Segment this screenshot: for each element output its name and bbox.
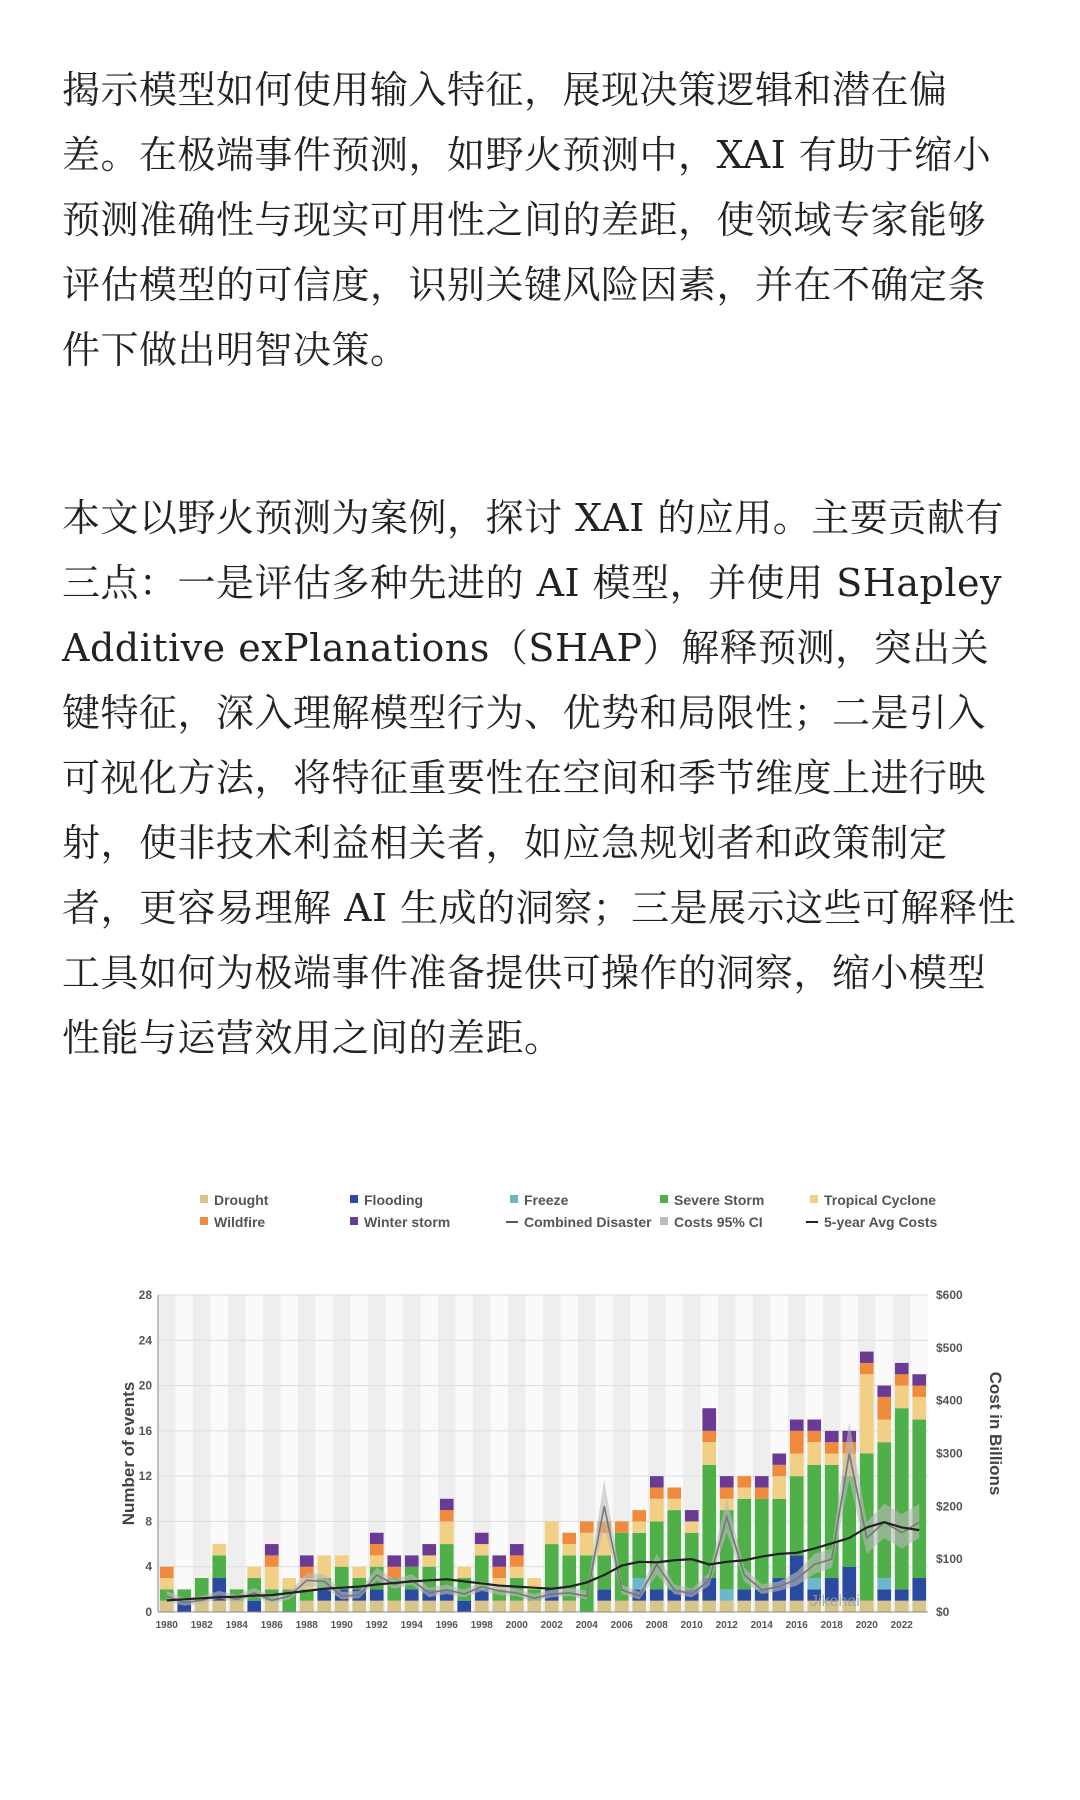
bar-segment	[702, 1408, 716, 1431]
bar-segment	[545, 1601, 559, 1612]
y-tick-label: 20	[138, 1378, 152, 1393]
bar-segment	[772, 1499, 786, 1578]
x-tick-label: 2016	[785, 1620, 808, 1631]
x-tick-label: 2004	[575, 1620, 598, 1631]
legend-label: Winter storm	[364, 1214, 451, 1230]
bar-segment	[877, 1601, 891, 1612]
bar-segment	[807, 1420, 821, 1431]
bar-segment	[720, 1476, 734, 1487]
bar-segment	[877, 1589, 891, 1600]
x-tick-label: 1994	[400, 1620, 423, 1631]
bar-segment	[650, 1487, 664, 1498]
legend-swatch	[350, 1217, 358, 1225]
bar-segment	[475, 1533, 489, 1544]
bar-segment	[475, 1601, 489, 1612]
bar-segment	[405, 1589, 419, 1600]
plot-stripe	[193, 1295, 211, 1612]
x-tick-label: 2014	[750, 1620, 773, 1631]
bar-segment	[790, 1476, 804, 1555]
bar-segment	[825, 1442, 839, 1453]
bar-segment	[265, 1544, 279, 1555]
bar-segment	[825, 1454, 839, 1465]
bar-segment	[632, 1521, 646, 1532]
bar-segment	[877, 1386, 891, 1397]
bar-segment	[457, 1567, 471, 1578]
legend-label: Combined Disaster	[524, 1214, 652, 1230]
bar-segment	[247, 1601, 261, 1612]
bar-segment	[300, 1555, 314, 1566]
bar-segment	[772, 1454, 786, 1465]
x-tick-label: 1982	[190, 1620, 213, 1631]
bar-segment	[492, 1567, 506, 1578]
bar-segment	[650, 1476, 664, 1487]
legend-label: Flooding	[364, 1192, 424, 1208]
bar-segment	[755, 1487, 769, 1498]
y2-axis-label: Cost in Billions	[986, 1371, 1005, 1496]
legend-label: Drought	[214, 1192, 269, 1208]
legend-swatch	[200, 1195, 208, 1203]
bar-segment	[667, 1601, 681, 1612]
legend-label: 5-year Avg Costs	[824, 1214, 938, 1230]
bar-segment	[545, 1544, 559, 1589]
bar-segment	[702, 1431, 716, 1442]
bar-segment	[212, 1544, 226, 1555]
bar-segment	[457, 1601, 471, 1612]
bar-segment	[370, 1533, 384, 1544]
legend-swatch	[510, 1195, 518, 1203]
x-tick-label: 2010	[680, 1620, 703, 1631]
bar-segment	[772, 1601, 786, 1612]
y-tick-label: 12	[138, 1469, 152, 1484]
bar-segment	[422, 1555, 436, 1566]
bar-segment	[702, 1442, 716, 1465]
bar-segment	[632, 1601, 646, 1612]
bar-segment	[352, 1601, 366, 1612]
article-paragraph-1: 揭示模型如何使用输入特征，展现决策逻辑和潜在偏差。在极端事件预测，如野火预测中，XAI 有助于缩小预测准确性与现实可用性之间的差距，使领域专家能够评估模型的可信度，识别关键风险因素，并在不确定条件下做出明智决策。	[62, 68, 992, 372]
bar-segment	[352, 1567, 366, 1578]
bar-segment	[720, 1589, 734, 1600]
y-tick-label: 28	[138, 1288, 152, 1302]
bar-segment	[790, 1420, 804, 1431]
bar-segment	[440, 1510, 454, 1521]
bar-segment	[895, 1386, 909, 1409]
bar-segment	[317, 1589, 331, 1600]
bar-segment	[422, 1544, 436, 1555]
x-tick-label: 2000	[505, 1620, 528, 1631]
bar-segment	[912, 1578, 926, 1601]
bar-segment	[860, 1363, 874, 1374]
bar-segment	[440, 1499, 454, 1510]
bar-segment	[807, 1431, 821, 1442]
bar-segment	[562, 1601, 576, 1612]
x-tick-label: 1986	[260, 1620, 283, 1631]
bar-segment	[545, 1521, 559, 1544]
x-tick-label: 1992	[365, 1620, 388, 1631]
bar-segment	[370, 1589, 384, 1600]
bar-segment	[737, 1476, 751, 1487]
legend-label: Wildfire	[214, 1214, 266, 1230]
bar-segment	[510, 1544, 524, 1555]
bar-segment	[335, 1567, 349, 1590]
bar-segment	[650, 1589, 664, 1600]
y-axis-label: Number of events	[119, 1381, 138, 1526]
y2-tick-label: $600	[936, 1288, 963, 1302]
bar-segment	[510, 1601, 524, 1612]
x-tick-label: 1980	[155, 1620, 178, 1631]
bar-segment	[160, 1567, 174, 1578]
bar-segment	[440, 1544, 454, 1589]
bar-segment	[877, 1420, 891, 1443]
bar-segment	[265, 1555, 279, 1566]
bar-segment	[387, 1601, 401, 1612]
legend-swatch	[660, 1195, 668, 1203]
bar-segment	[370, 1601, 384, 1612]
x-tick-label: 2008	[645, 1620, 668, 1631]
y-tick-label: 8	[145, 1514, 152, 1529]
bar-segment	[580, 1521, 594, 1532]
y2-tick-label: $0	[936, 1605, 950, 1619]
bar-segment	[300, 1601, 314, 1612]
bar-segment	[370, 1544, 384, 1555]
x-tick-label: 1998	[470, 1620, 493, 1631]
bar-segment	[632, 1510, 646, 1521]
legend-label: Costs 95% CI	[674, 1214, 763, 1230]
legend-label: Freeze	[524, 1192, 569, 1208]
bar-segment	[685, 1601, 699, 1612]
bar-segment	[212, 1555, 226, 1578]
bar-segment	[562, 1544, 576, 1555]
bar-segment	[912, 1397, 926, 1420]
bar-segment	[160, 1578, 174, 1589]
bar-segment	[877, 1578, 891, 1589]
bar-segment	[562, 1533, 576, 1544]
bar-segment	[632, 1533, 646, 1578]
bar-segment	[895, 1374, 909, 1385]
bar-segment	[772, 1476, 786, 1499]
bar-segment	[597, 1601, 611, 1612]
article-paragraph-2: 本文以野火预测为案例，探讨 XAI 的应用。主要贡献有三点：一是评估多种先进的 AI 模型，并使用 SHapley Additive exPlanations（SHAP）解释预测，突出关键特征，深入理解模型行为、优势和局限性；二是引入可视化方法，将特征重要性在空间和季节维度上进行映射，使非技术利益相关者，如应急规划者和政策制定者，更容易理解 AI 生成的洞察；三是展示这些可解释性工具如何为极端事件准备提供可操作的洞察，缩小模型性能与运营效用之间的差距。	[62, 496, 1017, 1060]
legend-label: Severe Storm	[674, 1192, 765, 1208]
bar-segment	[807, 1442, 821, 1465]
bar-segment	[825, 1431, 839, 1442]
y2-tick-label: $100	[936, 1552, 963, 1567]
bar-segment	[685, 1521, 699, 1532]
bar-segment	[912, 1374, 926, 1385]
bar-segment	[422, 1601, 436, 1612]
y-tick-label: 24	[138, 1333, 152, 1348]
bar-segment	[860, 1352, 874, 1363]
bar-segment	[265, 1567, 279, 1590]
bar-segment	[877, 1397, 891, 1420]
x-tick-label: 2018	[820, 1620, 843, 1631]
legend-swatch	[200, 1217, 208, 1225]
bar-segment	[772, 1465, 786, 1476]
bar-segment	[212, 1601, 226, 1612]
x-tick-label: 2022	[890, 1620, 913, 1631]
x-tick-label: 1996	[435, 1620, 458, 1631]
bar-segment	[405, 1555, 419, 1566]
bar-segment	[912, 1386, 926, 1397]
bar-segment	[790, 1454, 804, 1477]
x-tick-label: 2006	[610, 1620, 633, 1631]
bar-segment	[370, 1555, 384, 1566]
bar-segment	[335, 1555, 349, 1566]
bar-segment	[440, 1601, 454, 1612]
bar-segment	[895, 1408, 909, 1589]
y2-tick-label: $500	[936, 1340, 963, 1355]
bar-segment	[755, 1476, 769, 1487]
disaster-events-chart	[110, 1185, 1005, 1660]
bar-segment	[510, 1555, 524, 1566]
bar-segment	[440, 1521, 454, 1544]
bar-segment	[755, 1499, 769, 1590]
bar-segment	[737, 1601, 751, 1612]
bar-segment	[790, 1431, 804, 1454]
bar-segment	[895, 1601, 909, 1612]
bar-segment	[335, 1601, 349, 1612]
bar-segment	[650, 1601, 664, 1612]
bar-segment	[702, 1601, 716, 1612]
bar-segment	[755, 1601, 769, 1612]
bar-segment	[667, 1499, 681, 1510]
bar-segment	[597, 1589, 611, 1600]
bar-segment	[895, 1589, 909, 1600]
bar-segment	[860, 1374, 874, 1453]
bar-segment	[667, 1487, 681, 1498]
y2-tick-label: $200	[936, 1499, 963, 1514]
bar-segment	[737, 1589, 751, 1600]
bar-segment	[912, 1601, 926, 1612]
y2-tick-label: $400	[936, 1393, 963, 1408]
bar-segment	[912, 1420, 926, 1578]
bar-segment	[650, 1499, 664, 1522]
plot-stripe	[158, 1295, 176, 1612]
bar-segment	[720, 1601, 734, 1612]
legend-swatch	[350, 1195, 358, 1203]
plot-stripe	[228, 1295, 246, 1612]
legend-label: Tropical Cyclone	[824, 1192, 937, 1208]
chart-svg	[110, 1185, 1005, 1660]
bar-segment	[317, 1601, 331, 1612]
bar-segment	[615, 1601, 629, 1612]
bar-segment	[492, 1601, 506, 1612]
bar-segment	[807, 1578, 821, 1589]
bar-segment	[615, 1521, 629, 1532]
bar-segment	[387, 1555, 401, 1566]
bar-segment	[580, 1533, 594, 1556]
bar-segment	[247, 1567, 261, 1578]
y-tick-label: 4	[145, 1559, 152, 1574]
bar-segment	[492, 1555, 506, 1566]
bar-segment	[720, 1487, 734, 1498]
y-tick-label: 0	[145, 1605, 152, 1619]
bar-segment	[510, 1567, 524, 1578]
watermark: Jikehai	[810, 1593, 860, 1610]
x-tick-label: 1984	[225, 1620, 248, 1631]
bar-segment	[737, 1487, 751, 1498]
y-tick-label: 16	[138, 1423, 152, 1438]
bar-segment	[860, 1601, 874, 1612]
bar-segment	[475, 1544, 489, 1555]
bar-segment	[527, 1601, 541, 1612]
x-tick-label: 1990	[330, 1620, 353, 1631]
legend-swatch	[810, 1195, 818, 1203]
bar-segment	[895, 1363, 909, 1374]
bar-segment	[790, 1601, 804, 1612]
x-tick-label: 2012	[715, 1620, 738, 1631]
x-tick-label: 1988	[295, 1620, 318, 1631]
y2-tick-label: $300	[936, 1446, 963, 1461]
legend-swatch	[660, 1217, 668, 1225]
bar-segment	[405, 1601, 419, 1612]
x-tick-label: 2020	[855, 1620, 878, 1631]
x-tick-label: 2002	[540, 1620, 563, 1631]
bar-segment	[685, 1510, 699, 1521]
